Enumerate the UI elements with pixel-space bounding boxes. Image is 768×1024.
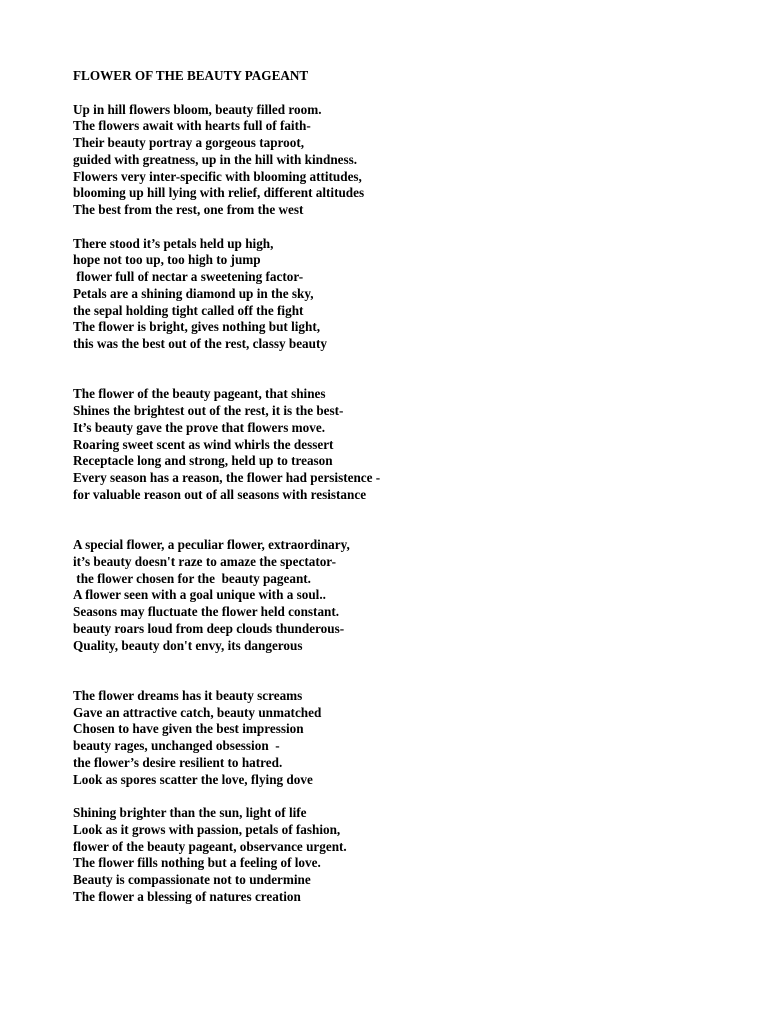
poem-line: A flower seen with a goal unique with a soul..: [73, 587, 326, 603]
poem-line: It’s beauty gave the prove that flowers move.: [73, 419, 325, 435]
poem-line: the sepal holding tight called off the fight: [73, 302, 304, 318]
poem-line: beauty roars loud from deep clouds thunderous-: [73, 620, 345, 636]
stanza-spacer: [73, 504, 733, 538]
poem-line: Roaring sweet scent as wind whirls the dessert: [73, 436, 334, 452]
poem-line: Receptacle long and strong, held up to treason: [73, 453, 333, 469]
poem-line: Beauty is compassionate not to undermine: [73, 872, 311, 887]
stanza-spacer: [73, 788, 733, 805]
poem-line: Quality, beauty don't envy, its dangerous: [73, 637, 303, 653]
poem-line: hope not too up, too high to jump: [73, 252, 261, 268]
poem-line: A special flower, a peculiar flower, extraordinary,: [73, 537, 350, 552]
stanza-6: [73, 805, 733, 906]
stanza-spacer: [73, 219, 733, 236]
poem-line: beauty rages, unchanged obsession -: [73, 738, 280, 753]
poem-line: The flower dreams has it beauty screams: [73, 687, 303, 703]
poem-line: Look as it grows with passion, petals of fashion,: [73, 821, 341, 837]
poem-line: for valuable reason out of all seasons with resistance: [73, 486, 367, 502]
poem-line: Flowers very inter-specific with blooming attitudes,: [73, 168, 362, 184]
poem-line: guided with greatness, up in the hill with kindness.: [73, 151, 358, 167]
poem-line: Look as spores scatter the love, flying dove: [73, 771, 313, 787]
poem-line: flower full of nectar a sweetening factor-: [73, 269, 304, 284]
stanza-3: [73, 386, 733, 503]
stanza-4: [73, 537, 733, 654]
stanza-1: [73, 102, 733, 219]
stanza-spacer: [73, 654, 733, 688]
poem-line: flower of the beauty pageant, observance urgent.: [73, 838, 347, 854]
stanza-5: [73, 688, 733, 789]
poem-line: Shining brighter than the sun, light of life: [73, 805, 307, 820]
poem-line: The flower a blessing of natures creation: [73, 888, 301, 904]
poem-body: [73, 68, 733, 906]
poem-line: The flowers await with hearts full of faith-: [73, 118, 311, 134]
poem-line: There stood it’s petals held up high,: [73, 235, 274, 251]
poem-line: it’s beauty doesn't raze to amaze the spectator-: [73, 553, 337, 569]
poem-line: this was the best out of the rest, classy beauty: [73, 336, 327, 351]
poem-title: FLOWER OF THE BEAUTY PAGEANT: [73, 68, 309, 83]
stanza-spacer: [73, 353, 733, 387]
poem-line: Seasons may fluctuate the flower held constant.: [73, 604, 340, 619]
poem-line: Petals are a shining diamond up in the sky,: [73, 285, 314, 301]
poem-line: Their beauty portray a gorgeous taproot,: [73, 135, 305, 150]
stanza-2: [73, 236, 733, 353]
poem-line: Gave an attractive catch, beauty unmatched: [73, 704, 322, 720]
poem-line: Every season has a reason, the flower had persistence -: [73, 470, 381, 485]
poem-line: the flower’s desire resilient to hatred.: [73, 754, 283, 770]
poem-line: Up in hill flowers bloom, beauty filled room.: [73, 101, 322, 117]
poem-line: The flower fills nothing but a feeling of love.: [73, 855, 321, 871]
poem-line: Shines the brightest out of the rest, it is the best-: [73, 403, 344, 418]
poem-line: blooming up hill lying with relief, different altitudes: [73, 185, 365, 201]
poem-line: The flower of the beauty pageant, that shines: [73, 386, 326, 402]
poem-line: The flower is bright, gives nothing but light,: [73, 319, 321, 335]
poem-line: the flower chosen for the beauty pageant.: [73, 570, 311, 586]
poem-line: The best from the rest, one from the west: [73, 202, 304, 217]
poem-line: Chosen to have given the best impression: [73, 721, 304, 737]
